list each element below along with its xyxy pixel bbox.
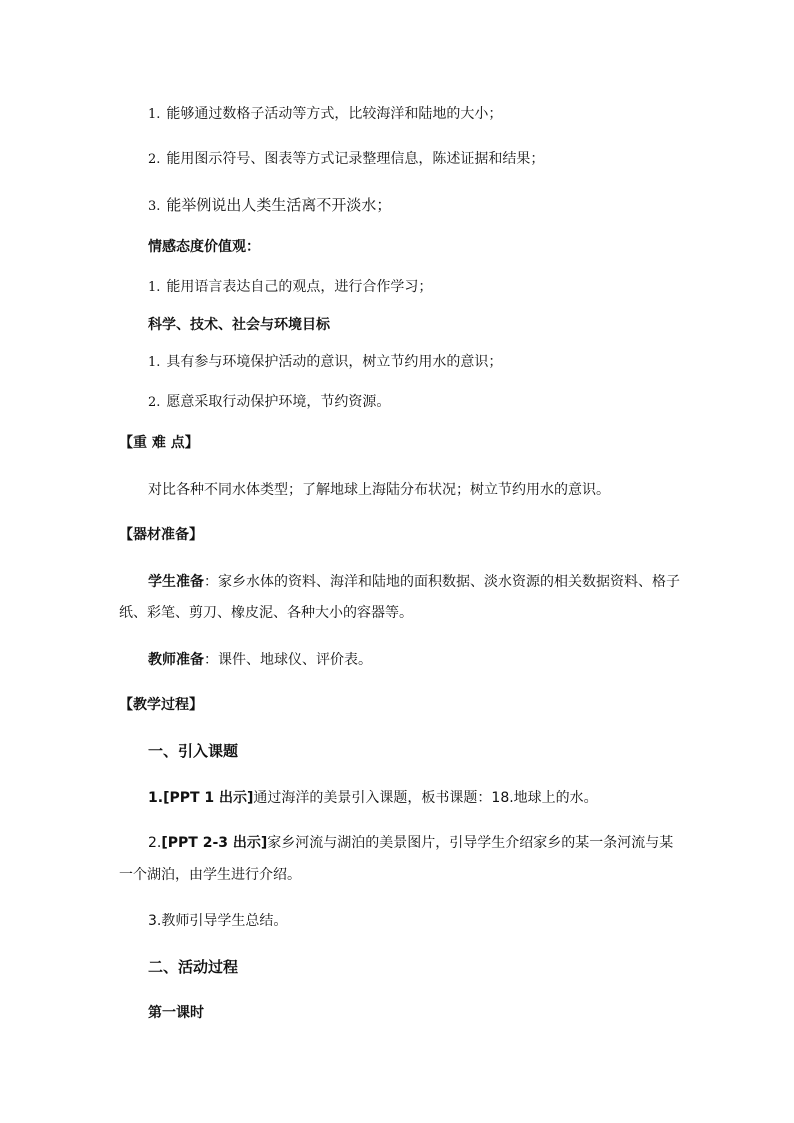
step-text: 家乡河流与湖泊的美景图片，引导学生介绍家乡的某一条河流与某 bbox=[267, 835, 674, 851]
student-materials-line-1 bbox=[148, 573, 680, 591]
step-number: 1. bbox=[148, 790, 164, 806]
sts-goals-heading: 科学、技术、社会与环境目标 bbox=[148, 317, 330, 333]
list-text: 能用图示符号、图表等方式记录整理信息，陈述证据和结果； bbox=[166, 151, 545, 167]
key-points-text: 对比各种不同水体类型；了解地球上海陆分布状况；树立节约用水的意识。 bbox=[148, 482, 610, 498]
skill-goal-item-3 bbox=[148, 196, 391, 216]
emotion-goal-item-1 bbox=[148, 278, 432, 297]
skill-goal-item-1 bbox=[148, 105, 502, 124]
student-materials-text: ：家乡水体的资料、海洋和陆地的面积数据、淡水资源的相关数据资料、格子 bbox=[204, 574, 680, 590]
process-heading: 【教学过程】 bbox=[119, 697, 203, 713]
list-text: 能用语言表达自己的观点，进行合作学习； bbox=[166, 279, 433, 295]
student-materials-label: 学生准备 bbox=[148, 574, 204, 590]
lesson-heading: 第一课时 bbox=[148, 1005, 204, 1021]
process-step-2 bbox=[148, 834, 673, 852]
process-step-1 bbox=[148, 789, 598, 807]
process-step-2-continued: 一个湖泊，由学生进行介绍。 bbox=[119, 867, 301, 883]
section-heading-activity: 二、活动过程 bbox=[148, 958, 239, 976]
sts-goal-item-1 bbox=[148, 353, 502, 372]
ppt-tag: [PPT 2-3 出示] bbox=[161, 835, 268, 851]
list-number: 1. bbox=[148, 280, 161, 295]
list-number: 3. bbox=[148, 199, 161, 214]
step-number: 2. bbox=[148, 835, 162, 851]
list-number: 2. bbox=[148, 395, 161, 410]
list-text: 能够通过数格子活动等方式，比较海洋和陆地的大小； bbox=[166, 106, 503, 122]
section-heading-intro: 一、引入课题 bbox=[148, 742, 239, 760]
materials-heading: 【器材准备】 bbox=[119, 527, 203, 543]
emotion-goals-heading: 情感态度价值观： bbox=[148, 239, 260, 255]
list-number: 1. bbox=[148, 355, 161, 370]
list-number: 1. bbox=[148, 107, 161, 122]
ppt-tag: [PPT 1 出示] bbox=[163, 790, 254, 806]
process-step-3: 3.教师引导学生总结。 bbox=[148, 913, 288, 929]
skill-goal-item-2 bbox=[148, 150, 544, 169]
student-materials-line-2: 纸、彩笔、剪刀、橡皮泥、各种大小的容器等。 bbox=[119, 605, 413, 621]
teacher-materials bbox=[148, 651, 372, 669]
teacher-materials-label: 教师准备 bbox=[148, 652, 204, 668]
list-text: 能举例说出人类生活离不开淡水； bbox=[166, 196, 392, 214]
step-text: 通过海洋的美景引入课题，板书课题：18.地球上的水。 bbox=[253, 790, 598, 806]
list-text: 具有参与环境保护活动的意识，树立节约用水的意识； bbox=[166, 354, 503, 370]
teacher-materials-text: ：课件、地球仪、评价表。 bbox=[204, 652, 372, 668]
list-number: 2. bbox=[148, 152, 161, 167]
key-points-heading: 【重 难 点】 bbox=[119, 435, 199, 451]
list-text: 愿意采取行动保护环境，节约资源。 bbox=[166, 394, 391, 410]
sts-goal-item-2 bbox=[148, 393, 390, 412]
